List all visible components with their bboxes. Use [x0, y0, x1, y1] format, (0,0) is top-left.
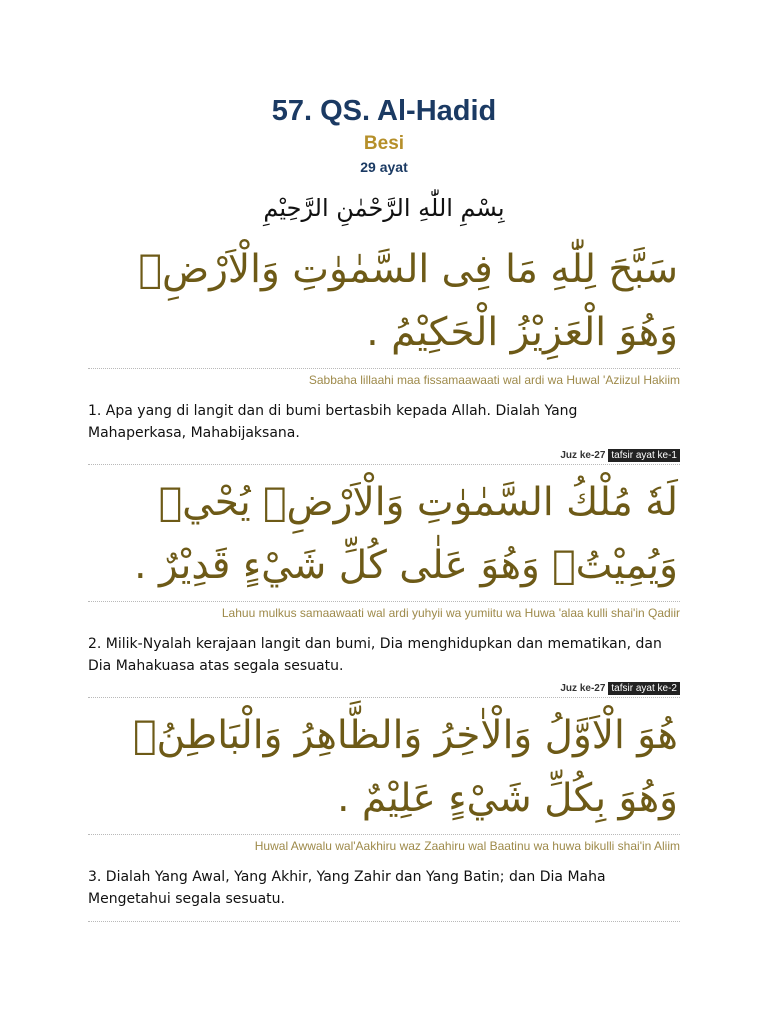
basmala: بِسْمِ اللّٰهِ الرَّحْمٰنِ الرَّحِيْمِ: [263, 194, 505, 222]
ayat-count: 29 ayat: [360, 159, 408, 175]
juz-label: Juz ke-27: [560, 450, 606, 461]
verse-transliteration: Huwal Awwalu wal'Aakhiru waz Zaahiru wal Baatinu wa huwa bikulli shai'in Aliim: [254, 839, 680, 853]
verse-arabic: هُوَ الْاَوَّلُ وَالْاٰخِرُ وَالظَّاهِرُ وَالْبَاطِنُۚ وَهُوَ بِكُلِّ شَيْءٍ عَلِيْمٌ .: [133, 713, 678, 821]
divider: [88, 368, 680, 369]
divider: [88, 921, 680, 922]
verse-2: [88, 471, 680, 698]
verse-3: [88, 704, 680, 910]
surah-header: [0, 92, 768, 177]
verse-translation: 1. Apa yang di langit dan di bumi bertasbih kepada Allah. Dialah Yang Mahaperkasa, Mahabijaksana.: [88, 403, 578, 441]
divider: [88, 834, 680, 835]
verse-arabic: لَهٗ مُلْكُ السَّمٰوٰتِ وَالْاَرْضِۚ يُحْيٖ وَيُمِيْتُۚ وَهُوَ عَلٰى كُلِّ شَيْءٍ قَدِيْرٌ .: [134, 480, 678, 588]
verse-translation: 2. Milik-Nyalah kerajaan langit dan bumi, Dia menghidupkan dan mematikan, dan Dia Mahakuasa atas segala sesuatu.: [88, 636, 662, 674]
surah-subtitle: Besi: [363, 133, 405, 154]
divider: [88, 464, 680, 465]
verse-transliteration: Lahuu mulkus samaawaati wal ardi yuhyii wa yumiitu wa Huwa 'alaa kulli shai'in Qadiir: [221, 606, 680, 620]
verse-1: [88, 238, 680, 465]
verse-meta: [88, 446, 680, 460]
divider: [88, 601, 680, 602]
verse-translation: 3. Dialah Yang Awal, Yang Akhir, Yang Zahir dan Yang Batin; dan Dia Maha Mengetahui segala sesuatu.: [88, 869, 606, 907]
verse-arabic: سَبَّحَ لِلّٰهِ مَا فِى السَّمٰوٰتِ وَالْاَرْضِۚ وَهُوَ الْعَزِيْزُ الْحَكِيْمُ .: [138, 247, 678, 355]
divider: [88, 697, 680, 698]
verse-transliteration: Sabbaha lillaahi maa fissamaawaati wal ardi wa Huwal 'Aziizul Hakiim: [308, 373, 680, 387]
surah-title: 57. QS. Al-Hadid: [271, 95, 497, 127]
tafsir-link[interactable]: tafsir ayat ke-1: [608, 449, 680, 462]
juz-label: Juz ke-27: [560, 683, 606, 694]
verse-meta: [88, 679, 680, 693]
tafsir-link[interactable]: tafsir ayat ke-2: [608, 682, 680, 695]
